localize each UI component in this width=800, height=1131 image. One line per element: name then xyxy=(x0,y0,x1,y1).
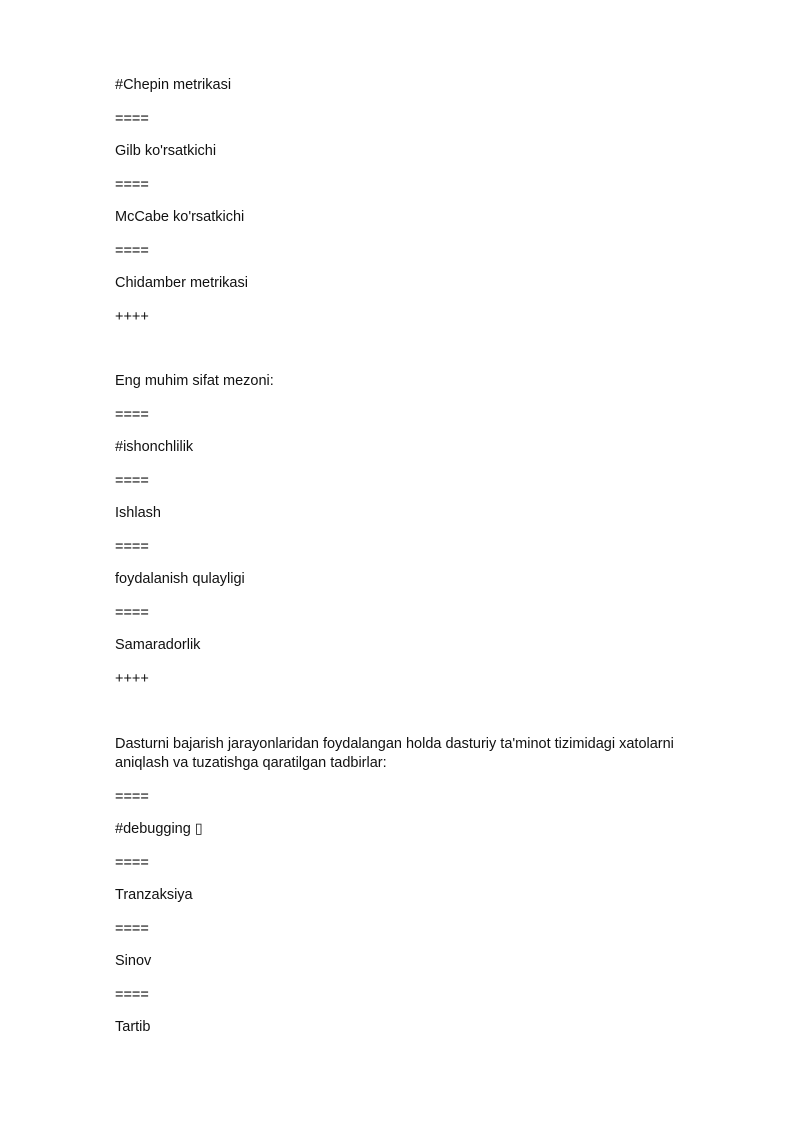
answer-line: Gilb ko'rsatkichi xyxy=(115,143,217,159)
answer-correct-line: #Chepin metrikasi xyxy=(115,77,232,93)
answer-line: Sinov xyxy=(115,953,152,969)
separator-line: ==== xyxy=(115,473,149,489)
answer-line: Chidamber metrikasi xyxy=(115,275,248,291)
separator-line: ==== xyxy=(115,111,149,127)
separator-line: ==== xyxy=(115,539,149,555)
answer-correct-line: #ishonchlilik xyxy=(115,439,194,455)
separator-line: ==== xyxy=(115,177,149,193)
question-text: Eng muhim sifat mezoni: xyxy=(115,373,274,389)
end-marker-line: ++++ xyxy=(115,671,149,687)
separator-line: ==== xyxy=(115,243,149,259)
separator-line: ==== xyxy=(115,921,149,937)
end-marker-line: ++++ xyxy=(115,309,149,325)
question-text-line: aniqlash va tuzatishga qaratilgan tadbirlar: xyxy=(115,755,387,771)
separator-line: ==== xyxy=(115,605,149,621)
question-text xyxy=(115,735,705,773)
question-text-line: Dasturni bajarish jarayonlaridan foydalangan holda dasturiy ta'minot tizimidagi xatolarni xyxy=(115,736,674,752)
separator-line: ==== xyxy=(115,855,149,871)
separator-line: ==== xyxy=(115,789,149,805)
answer-line: Ishlash xyxy=(115,505,161,521)
answer-line: Tranzaksiya xyxy=(115,887,193,903)
answer-line: Samaradorlik xyxy=(115,637,201,653)
answer-line: foydalanish qulayligi xyxy=(115,571,245,587)
answer-line: McCabe ko'rsatkichi xyxy=(115,209,245,225)
answer-line: Tartib xyxy=(115,1019,151,1035)
separator-line: ==== xyxy=(115,987,149,1003)
answer-correct-line: #debugging ▯ xyxy=(115,821,203,837)
separator-line: ==== xyxy=(115,407,149,423)
